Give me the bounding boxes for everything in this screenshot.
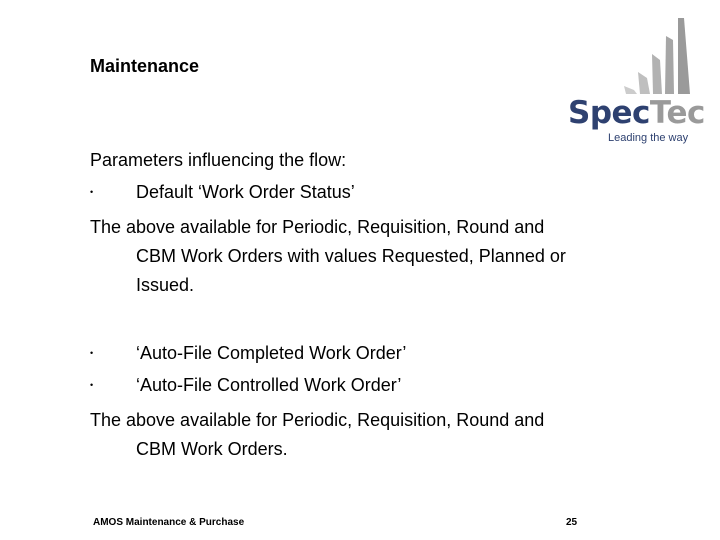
bullet-auto-file-completed: ‘Auto-File Completed Work Order’ [136, 343, 407, 363]
bullet-auto-file-controlled: ‘Auto-File Controlled Work Order’ [136, 375, 402, 395]
logo-word-tec: Tec [649, 95, 705, 131]
logo-word-spec: Spec [568, 95, 650, 131]
paragraph-line: CBM Work Orders with values Requested, Planned or [136, 246, 566, 266]
footer-title: AMOS Maintenance & Purchase [93, 517, 245, 528]
paragraph-availability-1 [90, 213, 630, 300]
paragraph-line: CBM Work Orders. [136, 439, 288, 459]
paragraph-line: The above available for Periodic, Requisition, Round and [90, 217, 545, 237]
spectec-logo [566, 14, 705, 144]
logo-mark-icon [566, 14, 696, 100]
logo-tagline: Leading the way [608, 132, 689, 144]
paragraph-line: The above available for Periodic, Requisition, Round and [90, 410, 545, 430]
bullet-marker: • [90, 380, 94, 390]
page-number: 25 [566, 517, 578, 528]
intro-text: Parameters influencing the flow: [90, 150, 347, 170]
slide-title: Maintenance [90, 56, 200, 76]
paragraph-line: Issued. [136, 275, 195, 295]
bullet-work-order-status: Default ‘Work Order Status’ [136, 182, 355, 202]
bullet-marker: • [90, 348, 94, 358]
paragraph-availability-2 [90, 406, 630, 464]
bullet-marker: • [90, 187, 94, 197]
